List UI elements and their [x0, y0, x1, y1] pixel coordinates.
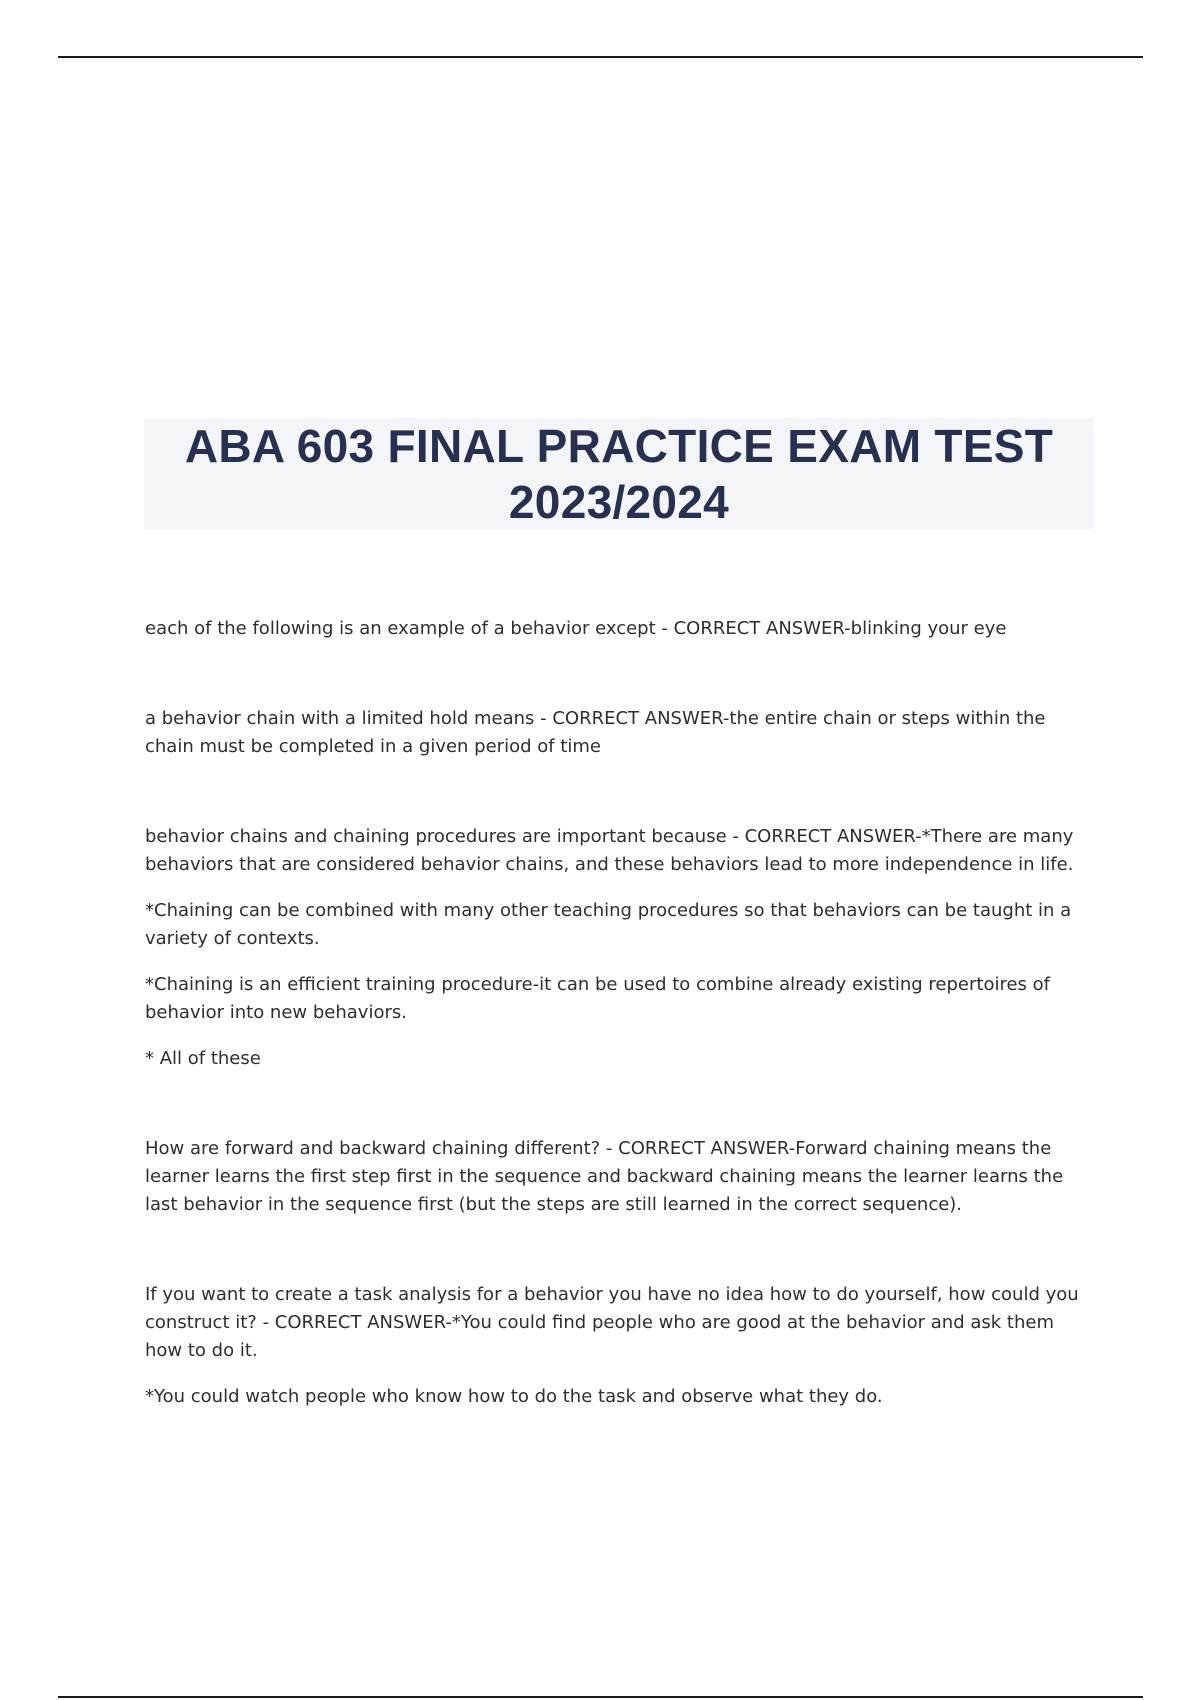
- footer-rule: [58, 1696, 1143, 1698]
- qa-item-4: How are forward and backward chaining different? - CORRECT ANSWER-Forward chaining means the learner learns the first step first in the sequence and backward chaining means the learner learns the last behavior in the sequence first (but the steps are still learned in the correct sequence).: [145, 1138, 1064, 1215]
- qa-item-1: each of the following is an example of a behavior except - CORRECT ANSWER-blinking your eye: [145, 618, 1007, 639]
- title-line-1: ABA 603 FINAL PRACTICE EXAM TEST: [184, 420, 1054, 472]
- qa-item-5: If you want to create a task analysis for a behavior you have no idea how to do yourself, how could you construct it? - CORRECT ANSWER-*You could find people who are good at the behavior and ask them how to do it.: [145, 1284, 1079, 1361]
- document-title: [144, 418, 1094, 529]
- qa-item-5-option-1: *You could watch people who know how to do the task and observe what they do.: [145, 1386, 883, 1407]
- qa-item-3: behavior chains and chaining procedures are important because - CORRECT ANSWER-*There are many behaviors that are considered behavior chains, and these behaviors lead to more independence in life.: [145, 826, 1074, 875]
- header-rule: [58, 56, 1143, 58]
- qa-content: [145, 615, 1080, 1411]
- qa-item-3-option-2: *Chaining is an efficient training procedure-it can be used to combine already existing repertoires of behavior into new behaviors.: [145, 974, 1051, 1023]
- qa-item-3-option-3: * All of these: [145, 1048, 261, 1069]
- qa-item-3-option-1: *Chaining can be combined with many other teaching procedures so that behaviors can be taught in a variety of contexts.: [145, 900, 1072, 949]
- qa-item-2: a behavior chain with a limited hold means - CORRECT ANSWER-the entire chain or steps within the chain must be completed in a given period of time: [145, 708, 1046, 757]
- title-line-2: 2023/2024: [508, 476, 730, 528]
